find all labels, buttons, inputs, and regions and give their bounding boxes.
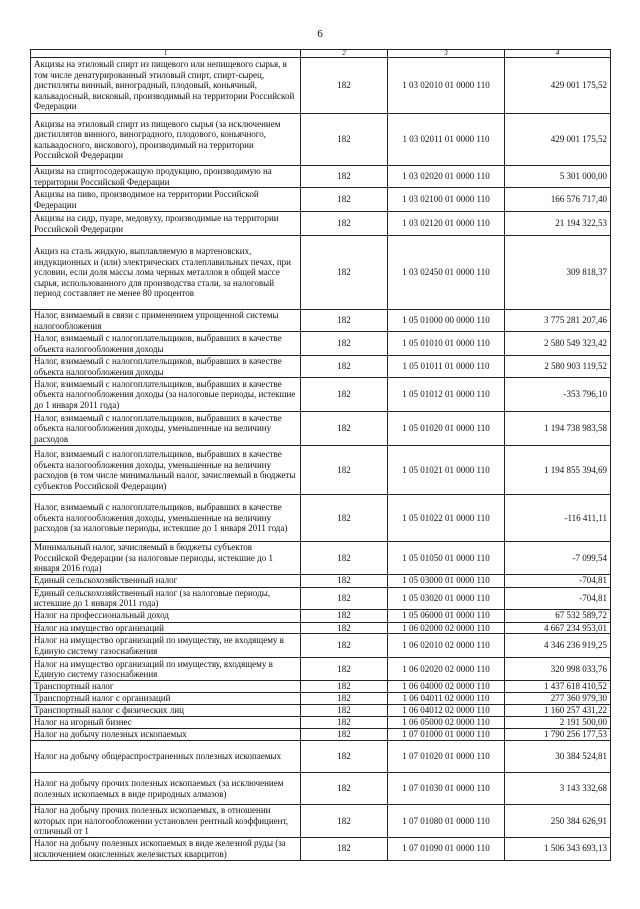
table-row	[31, 705, 611, 717]
budget-code: 1 03 02010 01 0000 110	[388, 58, 505, 114]
row-name: Транспортный налог с физических лиц	[31, 705, 301, 717]
table-row	[31, 332, 611, 356]
budget-code: 1 06 05000 02 0000 110	[388, 717, 505, 729]
table-row	[31, 741, 611, 773]
amount: 4 667 234 953,01	[505, 622, 611, 634]
budget-code: 1 05 01021 01 0000 110	[388, 446, 505, 495]
admin-code: 182	[301, 356, 388, 378]
admin-code: 182	[301, 609, 388, 622]
admin-code: 182	[301, 837, 388, 860]
amount: -353 796,10	[505, 378, 611, 412]
amount: 309 818,37	[505, 236, 611, 310]
table-row	[31, 495, 611, 542]
table-row	[31, 446, 611, 495]
row-name: Налог на добычу прочих полезных ископаемых, в отношении которых при налогообложении установлен рентный коэффициент, отличный от 1	[31, 805, 301, 838]
admin-code: 182	[301, 693, 388, 705]
admin-code: 182	[301, 741, 388, 773]
admin-code: 182	[301, 587, 388, 609]
row-name: Налог, взимаемый в связи с применением упрощенной системы налогообложения	[31, 310, 301, 332]
table-row	[31, 837, 611, 860]
table-row	[31, 356, 611, 378]
row-name: Налог, взимаемый с налогоплательщиков, выбравших в качестве объекта налогообложения доходы, уменьшенные на величину расходов (в том числе минимальный налог, зачисляемый в бюджеты субъектов Российской Федерации)	[31, 446, 301, 495]
budget-code: 1 05 03020 01 0000 110	[388, 587, 505, 609]
admin-code: 182	[301, 542, 388, 575]
table-row	[31, 773, 611, 805]
budget-code: 1 07 01090 01 0000 110	[388, 837, 505, 860]
budget-code: 1 05 01050 01 0000 110	[388, 542, 505, 575]
budget-code: 1 06 04012 02 0000 110	[388, 705, 505, 717]
column-number-row	[31, 50, 611, 58]
table-row	[31, 717, 611, 729]
admin-code: 182	[301, 332, 388, 356]
amount: 250 384 626,91	[505, 805, 611, 838]
budget-code: 1 05 01011 01 0000 110	[388, 356, 505, 378]
admin-code: 182	[301, 729, 388, 741]
table-row	[31, 378, 611, 412]
row-name: Налог, взимаемый с налогоплательщиков, выбравших в качестве объекта налогообложения доходы (за налоговые периоды, истекшие до 1 января 2011 года)	[31, 378, 301, 412]
table-row	[31, 634, 611, 658]
budget-code: 1 05 01020 01 0000 110	[388, 412, 505, 446]
amount: 1 160 257 431,22	[505, 705, 611, 717]
budget-code: 1 07 01000 01 0000 110	[388, 729, 505, 741]
table-row	[31, 236, 611, 310]
table-row	[31, 310, 611, 332]
table-row	[31, 412, 611, 446]
table-row	[31, 622, 611, 634]
budget-code: 1 05 01000 00 0000 110	[388, 310, 505, 332]
amount: 1 437 618 410,52	[505, 681, 611, 693]
row-name: Транспортный налог	[31, 681, 301, 693]
admin-code: 182	[301, 634, 388, 658]
admin-code: 182	[301, 658, 388, 681]
row-name: Акциз на сталь жидкую, выплавляемую в мартеновских, индукционных и (или) электрических сталеплавильных печах, при условии, если доля массы лома черных металлов в общей массе сырья, использованного для производства стали, за налоговый период составляет не менее 80 процентов	[31, 236, 301, 310]
row-name: Единый сельскохозяйственный налог (за налоговые периоды, истекшие до 1 января 2011 года)	[31, 587, 301, 609]
budget-code: 1 03 02011 01 0000 110	[388, 114, 505, 166]
budget-code: 1 07 01020 01 0000 110	[388, 741, 505, 773]
column-number-3: 3	[388, 50, 505, 58]
budget-code: 1 03 02020 01 0000 110	[388, 166, 505, 188]
row-name: Налог, взимаемый с налогоплательщиков, выбравших в качестве объекта налогообложения доходы	[31, 332, 301, 356]
row-name: Налог на профессиональный доход	[31, 609, 301, 622]
row-name: Транспортный налог с организаций	[31, 693, 301, 705]
admin-code: 182	[301, 378, 388, 412]
table-row	[31, 805, 611, 838]
budget-code: 1 03 02100 01 0000 110	[388, 188, 505, 212]
row-name: Акцизы на пиво, производимое на территории Российской Федерации	[31, 188, 301, 212]
amount: 3 775 281 207,46	[505, 310, 611, 332]
row-name: Акцизы на этиловый спирт из пищевого или непищевого сырья, в том числе денатурированный этиловый спирт, спирт-сырец, дистилляты винный, виноградный, плодовый, коньячный, кальвадосный, висковый, производимый на территории Российской Федерации	[31, 58, 301, 114]
column-number-4: 4	[505, 50, 611, 58]
table-row	[31, 212, 611, 236]
admin-code: 182	[301, 574, 388, 587]
budget-code: 1 05 03000 01 0000 110	[388, 574, 505, 587]
row-name: Налог на добычу полезных ископаемых в виде железной руды (за исключением окисленных железистых кварцитов)	[31, 837, 301, 860]
amount: 166 576 717,40	[505, 188, 611, 212]
amount: 1 194 855 394,69	[505, 446, 611, 495]
revenue-table	[30, 49, 611, 861]
amount: 3 143 332,68	[505, 773, 611, 805]
table-row	[31, 693, 611, 705]
row-name: Акцизы на сидр, пуаре, медовуху, производимые на территории Российской Федерации	[31, 212, 301, 236]
budget-code: 1 06 02010 02 0000 110	[388, 634, 505, 658]
column-number-2: 2	[301, 50, 388, 58]
admin-code: 182	[301, 495, 388, 542]
admin-code: 182	[301, 412, 388, 446]
amount: -7 099,54	[505, 542, 611, 575]
admin-code: 182	[301, 805, 388, 838]
admin-code: 182	[301, 773, 388, 805]
amount: -704,81	[505, 574, 611, 587]
row-name: Налог на имущество организаций по имуществу, не входящему в Единую систему газоснабжения	[31, 634, 301, 658]
admin-code: 182	[301, 705, 388, 717]
row-name: Налог на имущество организаций по имуществу, входящему в Единую систему газоснабжения	[31, 658, 301, 681]
budget-code: 1 06 04000 02 0000 110	[388, 681, 505, 693]
amount: 1 194 738 983,58	[505, 412, 611, 446]
table-row	[31, 729, 611, 741]
row-name: Налог, взимаемый с налогоплательщиков, выбравших в качестве объекта налогообложения доходы, уменьшенные на величину расходов (за налоговые периоды, истекшие до 1 января 2011 года)	[31, 495, 301, 542]
row-name: Налог на игорный бизнес	[31, 717, 301, 729]
row-name: Налог на имущество организаций	[31, 622, 301, 634]
budget-code: 1 05 01022 01 0000 110	[388, 495, 505, 542]
amount: -116 411,11	[505, 495, 611, 542]
budget-code: 1 06 02020 02 0000 110	[388, 658, 505, 681]
budget-code: 1 03 02450 01 0000 110	[388, 236, 505, 310]
budget-code: 1 06 04011 02 0000 110	[388, 693, 505, 705]
admin-code: 182	[301, 236, 388, 310]
row-name: Налог, взимаемый с налогоплательщиков, выбравших в качестве объекта налогообложения доходы, уменьшенные на величину расходов	[31, 412, 301, 446]
table-row	[31, 114, 611, 166]
amount: 21 194 322,53	[505, 212, 611, 236]
budget-code: 1 05 06000 01 0000 110	[388, 609, 505, 622]
amount: 5 301 000,00	[505, 166, 611, 188]
table-row	[31, 609, 611, 622]
amount: 277 360 979,30	[505, 693, 611, 705]
admin-code: 182	[301, 114, 388, 166]
row-name: Акцизы на спиртосодержащую продукцию, производимую на территории Российской Федерации	[31, 166, 301, 188]
row-name: Акцизы на этиловый спирт из пищевого сырья (за исключением дистиллятов винного, виноградного, плодового, коньячного, кальвадосного, вискового), производимый на территории Российской Федерации	[31, 114, 301, 166]
budget-code: 1 03 02120 01 0000 110	[388, 212, 505, 236]
amount: -704,81	[505, 587, 611, 609]
amount: 429 001 175,52	[505, 114, 611, 166]
amount: 30 384 524,81	[505, 741, 611, 773]
budget-code: 1 05 01012 01 0000 110	[388, 378, 505, 412]
amount: 2 580 549 323,42	[505, 332, 611, 356]
amount: 320 998 033,76	[505, 658, 611, 681]
row-name: Минимальный налог, зачисляемый в бюджеты субъектов Российской Федерации (за налоговые периоды, истекшие до 1 января 2016 года)	[31, 542, 301, 575]
admin-code: 182	[301, 622, 388, 634]
row-name: Налог на добычу общераспространенных полезных ископаемых	[31, 741, 301, 773]
row-name: Налог на добычу полезных ископаемых	[31, 729, 301, 741]
budget-code: 1 07 01080 01 0000 110	[388, 805, 505, 838]
admin-code: 182	[301, 58, 388, 114]
amount: 2 580 903 119,52	[505, 356, 611, 378]
amount: 429 001 175,52	[505, 58, 611, 114]
admin-code: 182	[301, 310, 388, 332]
amount: 1 506 343 693,13	[505, 837, 611, 860]
table-row	[31, 658, 611, 681]
admin-code: 182	[301, 717, 388, 729]
table-row	[31, 574, 611, 587]
amount: 2 191 500,00	[505, 717, 611, 729]
amount: 1 790 256 177,53	[505, 729, 611, 741]
row-name: Налог на добычу прочих полезных ископаемых (за исключением полезных ископаемых в виде природных алмазов)	[31, 773, 301, 805]
budget-code: 1 06 02000 02 0000 110	[388, 622, 505, 634]
admin-code: 182	[301, 188, 388, 212]
table-row	[31, 188, 611, 212]
column-number-1: 1	[31, 50, 301, 58]
admin-code: 182	[301, 681, 388, 693]
table-row	[31, 166, 611, 188]
budget-code: 1 07 01030 01 0000 110	[388, 773, 505, 805]
row-name: Единый сельскохозяйственный налог	[31, 574, 301, 587]
table-row	[31, 542, 611, 575]
page-number: 6	[317, 28, 323, 40]
row-name: Налог, взимаемый с налогоплательщиков, выбравших в качестве объекта налогообложения доходы	[31, 356, 301, 378]
admin-code: 182	[301, 166, 388, 188]
table-row	[31, 681, 611, 693]
table-row	[31, 587, 611, 609]
budget-code: 1 05 01010 01 0000 110	[388, 332, 505, 356]
admin-code: 182	[301, 446, 388, 495]
admin-code: 182	[301, 212, 388, 236]
amount: 4 346 236 919,25	[505, 634, 611, 658]
amount: 67 532 589,72	[505, 609, 611, 622]
table-row	[31, 58, 611, 114]
